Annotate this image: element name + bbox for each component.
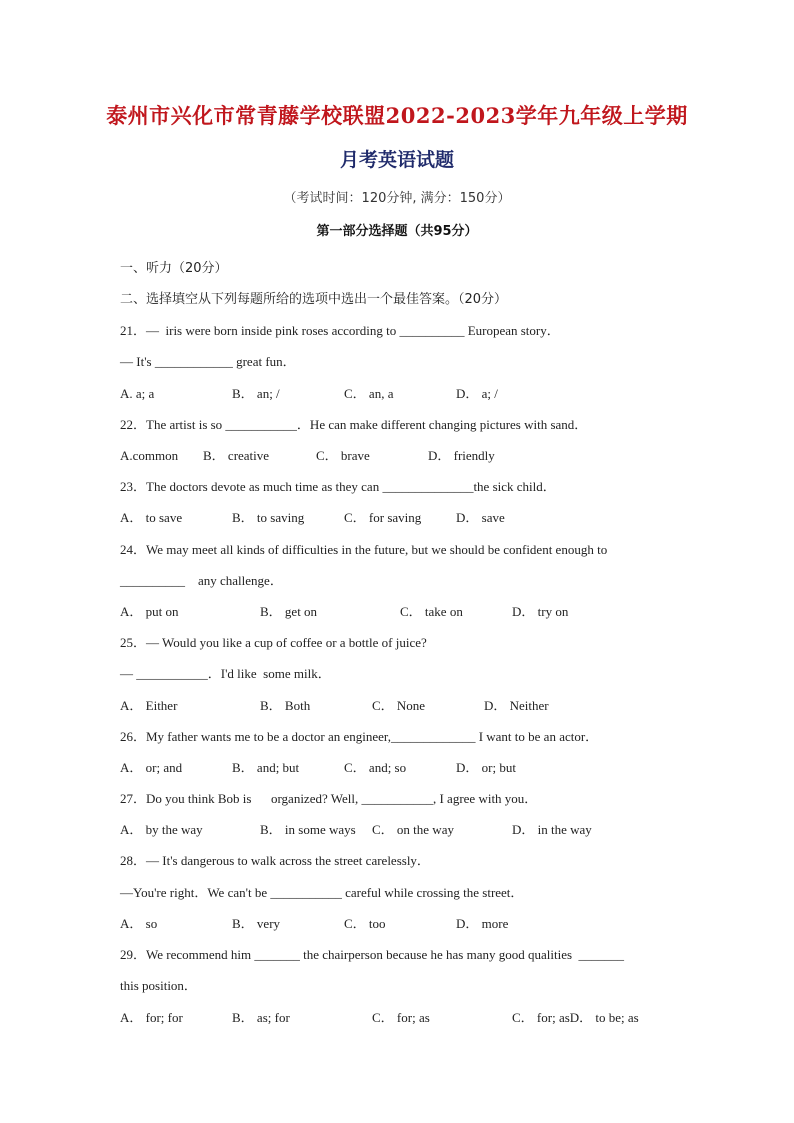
option-a: A． for; for xyxy=(120,1010,183,1025)
option-a: A.common xyxy=(120,448,179,463)
option-c: C． too xyxy=(344,916,386,931)
option-b: B． as; for xyxy=(232,1010,290,1025)
question-stem: 25．— Would you like a cup of coffee or a bottle of juice? xyxy=(120,635,427,650)
question-stem: 26．My father wants me to be a doctor an engineer,_____________ I want to be an actor． xyxy=(120,729,599,744)
question-stem: 24．We may meet all kinds of difficulties in the future, but we should be confident enough to xyxy=(120,542,608,557)
option-b: B． get on xyxy=(260,604,318,619)
option-c: C． on the way xyxy=(372,822,454,837)
option-b: B． an; / xyxy=(232,386,280,401)
question-stem: this position． xyxy=(120,978,197,993)
option-a: A． to save xyxy=(120,510,183,525)
part-title: 第一部分选择题（共95分） xyxy=(316,224,478,239)
question-stem: 29．We recommend him _______ the chairperson because he has many good qualities _______ xyxy=(120,947,625,962)
section-listening: 一、听力（20分） xyxy=(120,261,228,276)
question-stem: 27．Do you think Bob is organized? Well, ___________, I agree with you． xyxy=(120,791,538,806)
option-b: B． Both xyxy=(260,698,311,713)
option-b: B． in some ways xyxy=(260,822,356,837)
option-b: B． and; but xyxy=(232,760,300,775)
section-multiple-choice: 二、选择填空从下列每题所给的选项中选出一个最佳答案。（20分） xyxy=(120,292,508,307)
option-d: D． try on xyxy=(512,604,569,619)
option-d: D． friendly xyxy=(428,448,495,463)
option-c: C． for; as xyxy=(372,1010,430,1025)
option-a: A． Either xyxy=(120,698,178,713)
option-a: A. a; a xyxy=(120,386,155,401)
option-cd: C． for; asD． to be; as xyxy=(512,1010,639,1025)
option-b: B． to saving xyxy=(232,510,305,525)
option-a: A． by the way xyxy=(120,822,203,837)
option-d: D． in the way xyxy=(512,822,592,837)
question-stem: — ___________．I'd like some milk． xyxy=(120,666,331,681)
option-a: A． so xyxy=(120,916,158,931)
option-d: D． more xyxy=(456,916,509,931)
option-d: D． save xyxy=(456,510,505,525)
option-c: C． and; so xyxy=(344,760,407,775)
option-d: D． or; but xyxy=(456,760,516,775)
question-stem: __________ any challenge． xyxy=(120,573,283,588)
option-a: A． or; and xyxy=(120,760,183,775)
option-c: C． an, a xyxy=(344,386,394,401)
option-c: C． None xyxy=(372,698,426,713)
question-stem: —You're right．We can't be ___________ careful while crossing the street． xyxy=(120,885,524,900)
option-c: C． brave xyxy=(316,448,370,463)
option-d: D． a; / xyxy=(456,386,498,401)
option-c: C． take on xyxy=(400,604,463,619)
exam-info: （考试时间：120分钟, 满分：150分） xyxy=(283,191,511,206)
option-b: B． very xyxy=(232,916,281,931)
option-c: C． for saving xyxy=(344,510,422,525)
question-stem: 23．The doctors devote as much time as they can ______________the sick child． xyxy=(120,479,556,494)
option-d: D． Neither xyxy=(484,698,549,713)
question-stem: 22．The artist is so ___________．He can make different changing pictures with sand． xyxy=(120,417,588,432)
exam-title-line1: 泰州市兴化市常青藤学校联盟2022-2023学年九年级上学期 xyxy=(106,103,688,128)
option-a: A． put on xyxy=(120,604,179,619)
question-stem: 21．— iris were born inside pink roses according to __________ European story． xyxy=(120,323,560,338)
question-stem: — It's ____________ great fun． xyxy=(120,354,296,369)
option-b: B． creative xyxy=(203,448,270,463)
question-stem: 28．— It's dangerous to walk across the street carelessly． xyxy=(120,853,430,868)
exam-title-line2: 月考英语试题 xyxy=(339,149,454,171)
